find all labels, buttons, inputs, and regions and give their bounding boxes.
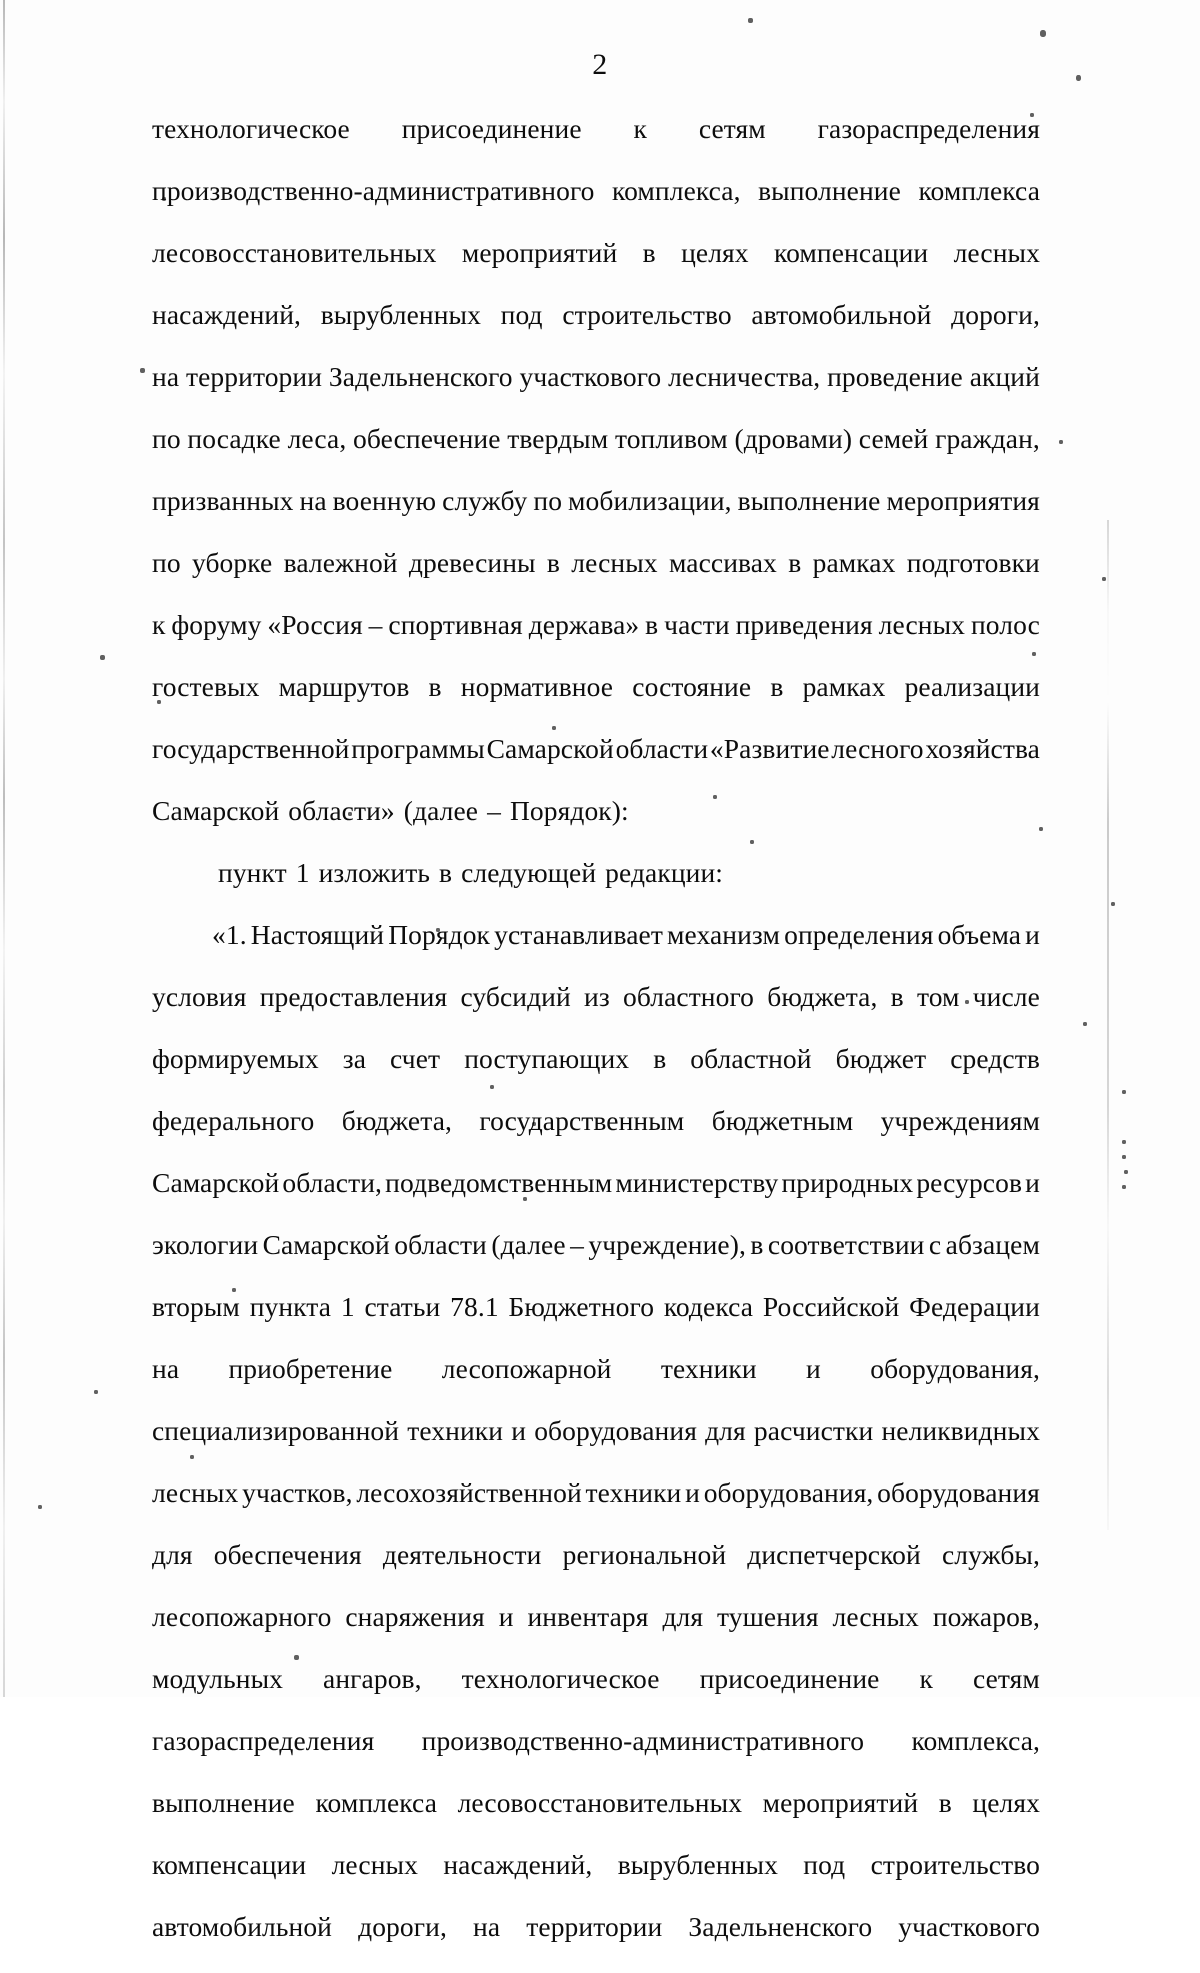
word: техники xyxy=(585,1477,682,1508)
word: под xyxy=(500,299,543,330)
scan-speck xyxy=(100,655,105,660)
text-line xyxy=(152,733,1040,795)
word: кодекса xyxy=(663,1291,754,1322)
scan-speck xyxy=(748,18,753,23)
word: Самарской xyxy=(152,1167,280,1198)
word: массивах xyxy=(668,547,777,578)
word: диспетчерской xyxy=(747,1539,921,1570)
word: оборудования, xyxy=(703,1477,874,1508)
word: ангаров, xyxy=(323,1663,422,1694)
word: государственной xyxy=(152,733,350,764)
text-line xyxy=(152,1353,1040,1415)
text-line xyxy=(152,857,1040,919)
word: лесных xyxy=(331,1849,418,1880)
word: техники xyxy=(660,1353,757,1384)
word: поступающих xyxy=(464,1043,630,1074)
word: Порядок xyxy=(388,919,490,950)
word: для xyxy=(662,1601,704,1632)
scan-speck xyxy=(1122,1155,1126,1159)
word: бюджетным xyxy=(711,1105,854,1136)
word: сетям xyxy=(972,1663,1040,1694)
word: нормативное xyxy=(460,671,614,702)
word: держава» xyxy=(528,609,640,640)
scan-speck xyxy=(94,1390,98,1394)
text-line xyxy=(152,1291,1040,1353)
word: – xyxy=(368,609,383,640)
word: состояние xyxy=(632,671,752,702)
word: дороги, xyxy=(951,299,1040,330)
word: в xyxy=(439,857,453,888)
text-line xyxy=(152,981,1040,1043)
word: и xyxy=(1025,919,1040,950)
word: в xyxy=(890,981,904,1012)
word: природных xyxy=(781,1167,914,1198)
word: программы xyxy=(351,733,485,764)
word: подготовки xyxy=(906,547,1040,578)
word: приобретение xyxy=(228,1353,393,1384)
text-line xyxy=(152,299,1040,361)
word: неликвидных xyxy=(881,1415,1040,1446)
text-line xyxy=(152,237,1040,299)
text-line xyxy=(152,671,1040,733)
word: целях xyxy=(681,237,749,268)
word: Самарской xyxy=(262,1229,390,1260)
word: твердым xyxy=(507,423,609,454)
word: гостевых xyxy=(152,671,260,702)
word: в xyxy=(938,1787,952,1818)
word: военную xyxy=(332,485,437,516)
word: «1. xyxy=(212,919,247,950)
word: уборке xyxy=(191,547,273,578)
word: приведения xyxy=(735,609,873,640)
text-line xyxy=(152,361,1040,423)
word: комплекса, xyxy=(911,1725,1040,1756)
word: в xyxy=(750,1229,764,1260)
word: федерального xyxy=(152,1105,315,1136)
word: (дровами) xyxy=(734,423,853,454)
word: Порядок): xyxy=(509,795,629,826)
word: модульных xyxy=(152,1663,284,1694)
word: субсидий xyxy=(460,981,571,1012)
word: – xyxy=(570,1229,584,1260)
word: редакции: xyxy=(605,857,724,888)
word: для xyxy=(152,1539,193,1570)
word: в xyxy=(770,671,784,702)
paragraph xyxy=(152,919,1040,1973)
word: хозяйства xyxy=(925,733,1040,764)
word: валежной xyxy=(283,547,398,578)
text-line xyxy=(152,1849,1040,1911)
scan-speck xyxy=(38,1505,42,1509)
word: к xyxy=(919,1663,933,1694)
word: строительство xyxy=(870,1849,1040,1880)
word: лесных xyxy=(953,237,1040,268)
word: сетям xyxy=(698,113,766,144)
word: абзацем xyxy=(945,1229,1040,1260)
word: соответствии xyxy=(767,1229,925,1260)
word: в xyxy=(642,237,656,268)
word: леса, xyxy=(287,423,347,454)
word: участкового xyxy=(519,361,662,392)
word: учреждение), xyxy=(588,1229,746,1260)
word: средств xyxy=(950,1043,1040,1074)
scan-speck xyxy=(140,368,145,373)
page-number: 2 xyxy=(592,48,608,81)
word: и xyxy=(511,1415,527,1446)
word: дороги, xyxy=(358,1911,447,1942)
word: на xyxy=(473,1911,501,1942)
text-line xyxy=(152,609,1040,671)
word: областного xyxy=(623,981,755,1012)
scan-speck xyxy=(1040,30,1046,37)
word: областной xyxy=(690,1043,812,1074)
word: реализации xyxy=(904,671,1040,702)
word: топливом xyxy=(614,423,728,454)
word: производственно-административного xyxy=(421,1725,865,1756)
word: компенсации xyxy=(152,1849,307,1880)
word: пункта xyxy=(249,1291,332,1322)
word: из xyxy=(584,981,610,1012)
word: расчистки xyxy=(753,1415,874,1446)
word: в xyxy=(653,1043,667,1074)
word: учреждениям xyxy=(880,1105,1040,1136)
paragraph xyxy=(152,857,1040,919)
word: лесных xyxy=(571,547,658,578)
word: выполнение xyxy=(737,485,881,516)
word: обеспечение xyxy=(353,423,501,454)
word: Задельненского xyxy=(328,361,513,392)
word: пожаров, xyxy=(932,1601,1040,1632)
word: технологическое xyxy=(152,113,350,144)
word: Российской xyxy=(762,1291,900,1322)
word: Настоящий xyxy=(250,919,385,950)
word: бюджета, xyxy=(767,981,878,1012)
word: компенсации xyxy=(774,237,929,268)
word: насаждений, xyxy=(443,1849,593,1880)
word: бюджет xyxy=(835,1043,927,1074)
word: лесохозяйственной xyxy=(356,1477,582,1508)
text-line xyxy=(152,1787,1040,1849)
paragraph xyxy=(152,113,1040,857)
word: (далее xyxy=(403,795,479,826)
word: лесопожарной xyxy=(441,1353,612,1384)
word: автомобильной xyxy=(751,299,932,330)
word: техники xyxy=(407,1415,504,1446)
word: «Россия xyxy=(267,609,363,640)
word: автомобильной xyxy=(152,1911,332,1942)
word: обеспечения xyxy=(213,1539,362,1570)
word: инвентаря xyxy=(527,1601,649,1632)
word: в xyxy=(645,609,659,640)
word: на xyxy=(152,361,180,392)
word: части xyxy=(664,609,730,640)
word: лесопожарного xyxy=(152,1601,332,1632)
word: формируемых xyxy=(152,1043,319,1074)
word: древесины xyxy=(408,547,536,578)
word: выполнение xyxy=(152,1787,295,1818)
scan-edge-artifact-right xyxy=(1107,520,1109,1530)
word: производственно-административного xyxy=(152,175,595,206)
word: статьи xyxy=(364,1291,441,1322)
text-line xyxy=(152,423,1040,485)
word: счет xyxy=(390,1043,441,1074)
word: региональной xyxy=(562,1539,727,1570)
text-line xyxy=(152,113,1040,175)
word: семей xyxy=(858,423,929,454)
scan-speck xyxy=(1124,1170,1128,1174)
text-line xyxy=(152,1229,1040,1291)
word: определения xyxy=(784,919,934,950)
word: 1 xyxy=(340,1291,355,1322)
word: участков, xyxy=(242,1477,353,1508)
text-line xyxy=(152,1725,1040,1787)
word: на xyxy=(152,1353,180,1384)
text-line xyxy=(152,1167,1040,1229)
word: предоставления xyxy=(259,981,448,1012)
word: газораспределения xyxy=(152,1725,375,1756)
word: условия xyxy=(152,981,247,1012)
word: мероприятий xyxy=(461,237,618,268)
word: Задельненского xyxy=(688,1911,873,1942)
word: маршрутов xyxy=(278,671,410,702)
word: выполнение xyxy=(758,175,901,206)
word: за xyxy=(342,1043,367,1074)
word: спортивная xyxy=(388,609,523,640)
word: оборудования xyxy=(534,1415,697,1446)
word: и xyxy=(498,1601,514,1632)
word: мобилизации, xyxy=(568,485,732,516)
word: лесовосстановительных xyxy=(457,1787,743,1818)
word: территории xyxy=(186,361,323,392)
text-line xyxy=(152,919,1040,981)
word: экологии xyxy=(152,1229,259,1260)
word: насаждений, xyxy=(152,299,301,330)
word: полос xyxy=(970,609,1040,640)
word: ресурсов xyxy=(916,1167,1023,1198)
word: снаряжения xyxy=(345,1601,485,1632)
scan-speck xyxy=(1102,577,1106,581)
text-line xyxy=(152,1663,1040,1725)
text-line xyxy=(152,1415,1040,1477)
word: к xyxy=(633,113,647,144)
scan-speck xyxy=(1122,1140,1126,1144)
word: 78.1 xyxy=(450,1291,499,1322)
word: (далее xyxy=(491,1229,566,1260)
word: службы, xyxy=(941,1539,1040,1570)
word: технологическое xyxy=(461,1663,660,1694)
word: целях xyxy=(972,1787,1040,1818)
document-body-text xyxy=(152,113,1040,1973)
word: области» xyxy=(288,795,395,826)
word: Самарской xyxy=(486,733,614,764)
text-line xyxy=(152,1911,1040,1973)
word: и xyxy=(685,1477,700,1508)
word: граждан, xyxy=(935,423,1040,454)
word: мероприятий xyxy=(762,1787,919,1818)
word: службу xyxy=(442,485,528,516)
word: государственным xyxy=(479,1105,685,1136)
scan-speck xyxy=(1111,902,1115,906)
word: объема xyxy=(937,919,1022,950)
text-line xyxy=(152,1105,1040,1167)
text-line xyxy=(152,1601,1040,1663)
text-line xyxy=(152,175,1040,237)
word: лесных xyxy=(878,609,966,640)
word: на xyxy=(299,485,327,516)
text-line xyxy=(152,1043,1040,1105)
word: тушения xyxy=(717,1601,819,1632)
word: в xyxy=(546,547,560,578)
word: строительство xyxy=(562,299,732,330)
word: акций xyxy=(969,361,1040,392)
word: числе xyxy=(972,981,1040,1012)
word: к xyxy=(152,609,166,640)
word: подведомственным xyxy=(385,1167,613,1198)
word: присоединение xyxy=(699,1663,880,1694)
word: территории xyxy=(526,1911,663,1942)
word: министерству xyxy=(615,1167,779,1198)
word: лесного xyxy=(831,733,924,764)
scan-speck xyxy=(1083,1022,1087,1026)
word: с xyxy=(928,1229,942,1260)
word: Самарской xyxy=(152,795,280,826)
word: в xyxy=(428,671,442,702)
word: по xyxy=(152,423,181,454)
word: призванных xyxy=(152,485,294,516)
word: проведение xyxy=(827,361,963,392)
scan-speck xyxy=(1122,1185,1126,1189)
word: том xyxy=(916,981,960,1012)
word: механизм xyxy=(667,919,780,950)
word: – xyxy=(487,795,501,826)
word: лесничества, xyxy=(668,361,821,392)
word: для xyxy=(705,1415,746,1446)
word: пункт xyxy=(218,857,287,888)
word: 1 xyxy=(295,857,310,888)
word: мероприятия xyxy=(886,485,1040,516)
word: комплекса xyxy=(315,1787,437,1818)
word: и xyxy=(806,1353,821,1384)
word: следующей xyxy=(461,857,597,888)
word: деятельности xyxy=(382,1539,542,1570)
word: «Развитие xyxy=(709,733,830,764)
word: комплекса, xyxy=(612,175,741,206)
word: области, xyxy=(282,1167,382,1198)
word: лесовосстановительных xyxy=(152,237,437,268)
word: посадке xyxy=(187,423,281,454)
word: области xyxy=(615,733,709,764)
word: области xyxy=(394,1229,487,1260)
word: присоединение xyxy=(401,113,582,144)
word: газораспределения xyxy=(817,113,1040,144)
word: комплекса xyxy=(918,175,1040,206)
word: устанавливает xyxy=(494,919,663,950)
text-line xyxy=(152,795,1040,857)
text-line xyxy=(152,1539,1040,1601)
text-line xyxy=(152,485,1040,547)
scan-speck xyxy=(1122,1090,1126,1094)
word: Федерации xyxy=(909,1291,1040,1322)
scan-edge-artifact-left xyxy=(3,0,5,1697)
word: по xyxy=(533,485,563,516)
word: вырубленных xyxy=(617,1849,778,1880)
scan-speck xyxy=(1059,440,1063,444)
word: оборудования, xyxy=(870,1353,1040,1384)
word: вторым xyxy=(152,1291,240,1322)
word: в xyxy=(788,547,802,578)
word: Бюджетного xyxy=(508,1291,655,1322)
word: лесных xyxy=(832,1601,919,1632)
word: оборудования xyxy=(877,1477,1040,1508)
word: и xyxy=(1025,1167,1040,1198)
word: под xyxy=(803,1849,846,1880)
word: по xyxy=(152,547,181,578)
word: форуму xyxy=(171,609,262,640)
word: специализированной xyxy=(152,1415,400,1446)
text-line xyxy=(152,547,1040,609)
word: бюджета, xyxy=(341,1105,452,1136)
word: рамках xyxy=(812,547,896,578)
word: вырубленных xyxy=(320,299,481,330)
word: лесных xyxy=(152,1477,239,1508)
word: рамках xyxy=(802,671,886,702)
word: участкового xyxy=(898,1911,1040,1942)
word: изложить xyxy=(318,857,431,888)
text-line xyxy=(152,1477,1040,1539)
